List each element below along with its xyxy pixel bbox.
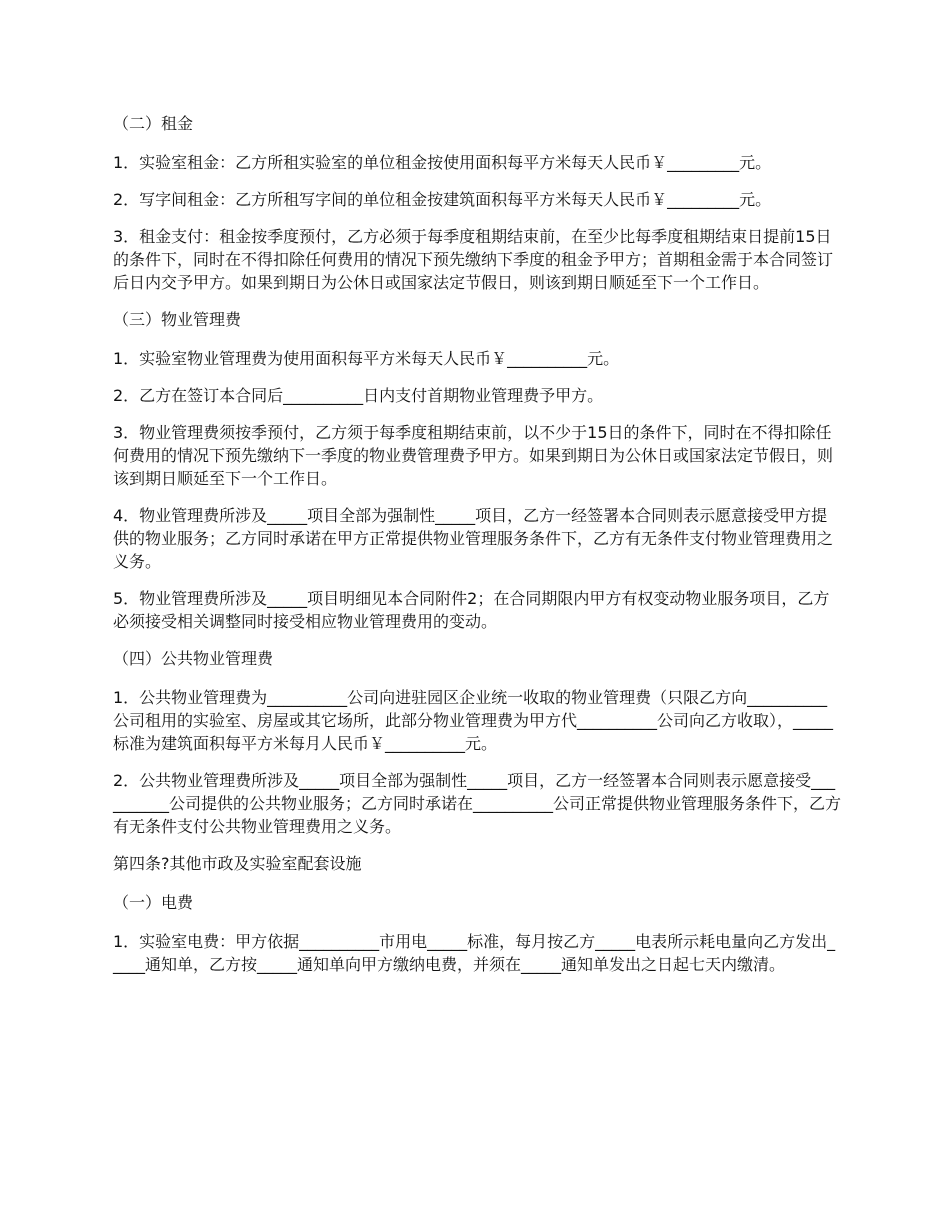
paragraph-property-fee-mandatory: 4．物业管理费所涉及_____项目全部为强制性_____项目，乙方一经签署本合同则表示愿意接受甲方提供的物业服务；乙方同时承诺在甲方正常提供物业管理服务条件下，乙方有无条件支付物业管理费用之义务。 [113, 506, 834, 571]
paragraph-property-fee-items: 5．物业管理费所涉及_____项目明细见本合同附件2；在合同期限内甲方有权变动物业服务项目，乙方必须接受相关调整同时接受相应物业管理费用的变动。 [113, 589, 830, 631]
paragraph-property-fee-first-payment: 2．乙方在签订本合同后__________日内支付首期物业管理费予甲方。 [113, 386, 604, 405]
section-heading-public-property-fee: （四）公共物业管理费 [113, 649, 274, 668]
paragraph-public-fee-mandatory: 2．公共物业管理费所涉及_____项目全部为强制性_____项目，乙方一经签署本合同则表示愿意接受__________公司提供的公共物业服务；乙方同时承诺在__________公司正常提供物业管理服务条件下，乙方有无条件支付公共物业管理费用之义务。 [113, 771, 842, 836]
paragraph-rent-payment: 3．租金支付：租金按季度预付，乙方必须于每季度租期结束前，在至少比每季度租期结束日提前15日的条件下，同时在不得扣除任何费用的情况下预先缴纳下季度的租金予甲方；首期租金需于本合同签订后日内交予甲方。如果到期日为公休日或国家法定节假日，则该到期日顺延至下一个工作日。 [113, 227, 834, 292]
section-heading-property-fee: （三）物业管理费 [113, 310, 242, 329]
paragraph-lab-electricity: 1．实验室电费：甲方依据__________市用电_____标准，每月按乙方_____电表所示耗电量向乙方发出_____通知单，乙方按_____通知单向甲方缴纳电费，并须在_____通知单发出之日起七天内缴清。 [113, 932, 836, 974]
paragraph-property-fee-rate: 1．实验室物业管理费为使用面积每平方米每天人民币￥__________元。 [113, 349, 620, 368]
paragraph-public-fee-definition: 1．公共物业管理费为__________公司向进驻园区企业统一收取的物业管理费（只限乙方向__________公司租用的实验室、房屋或其它场所，此部分物业管理费为甲方代__________公司向乙方收取），_____标准为建筑面积每平方米每月人民币￥__________元。 [113, 688, 834, 753]
paragraph-office-rent: 2．写字间租金：乙方所租写字间的单位租金按建筑面积每平方米每天人民币￥_________元。 [113, 190, 772, 209]
contract-document [113, 112, 843, 990]
paragraph-lab-rent: 1．实验室租金：乙方所租实验室的单位租金按使用面积每平方米每天人民币￥_________元。 [113, 153, 772, 172]
article-heading-facilities: 第四条?其他市政及实验室配套设施 [113, 854, 362, 873]
paragraph-property-fee-quarterly: 3．物业管理费须按季预付，乙方须于每季度租期结束前，以不少于15日的条件下，同时在不得扣除任何费用的情况下预先缴纳下一季度的物业费管理费予甲方。如果到期日为公休日或国家法定节假日，则该到期日顺延至下一个工作日。 [113, 423, 834, 488]
section-heading-rent: （二）租金 [113, 114, 194, 133]
section-heading-electricity: （一）电费 [113, 893, 194, 912]
